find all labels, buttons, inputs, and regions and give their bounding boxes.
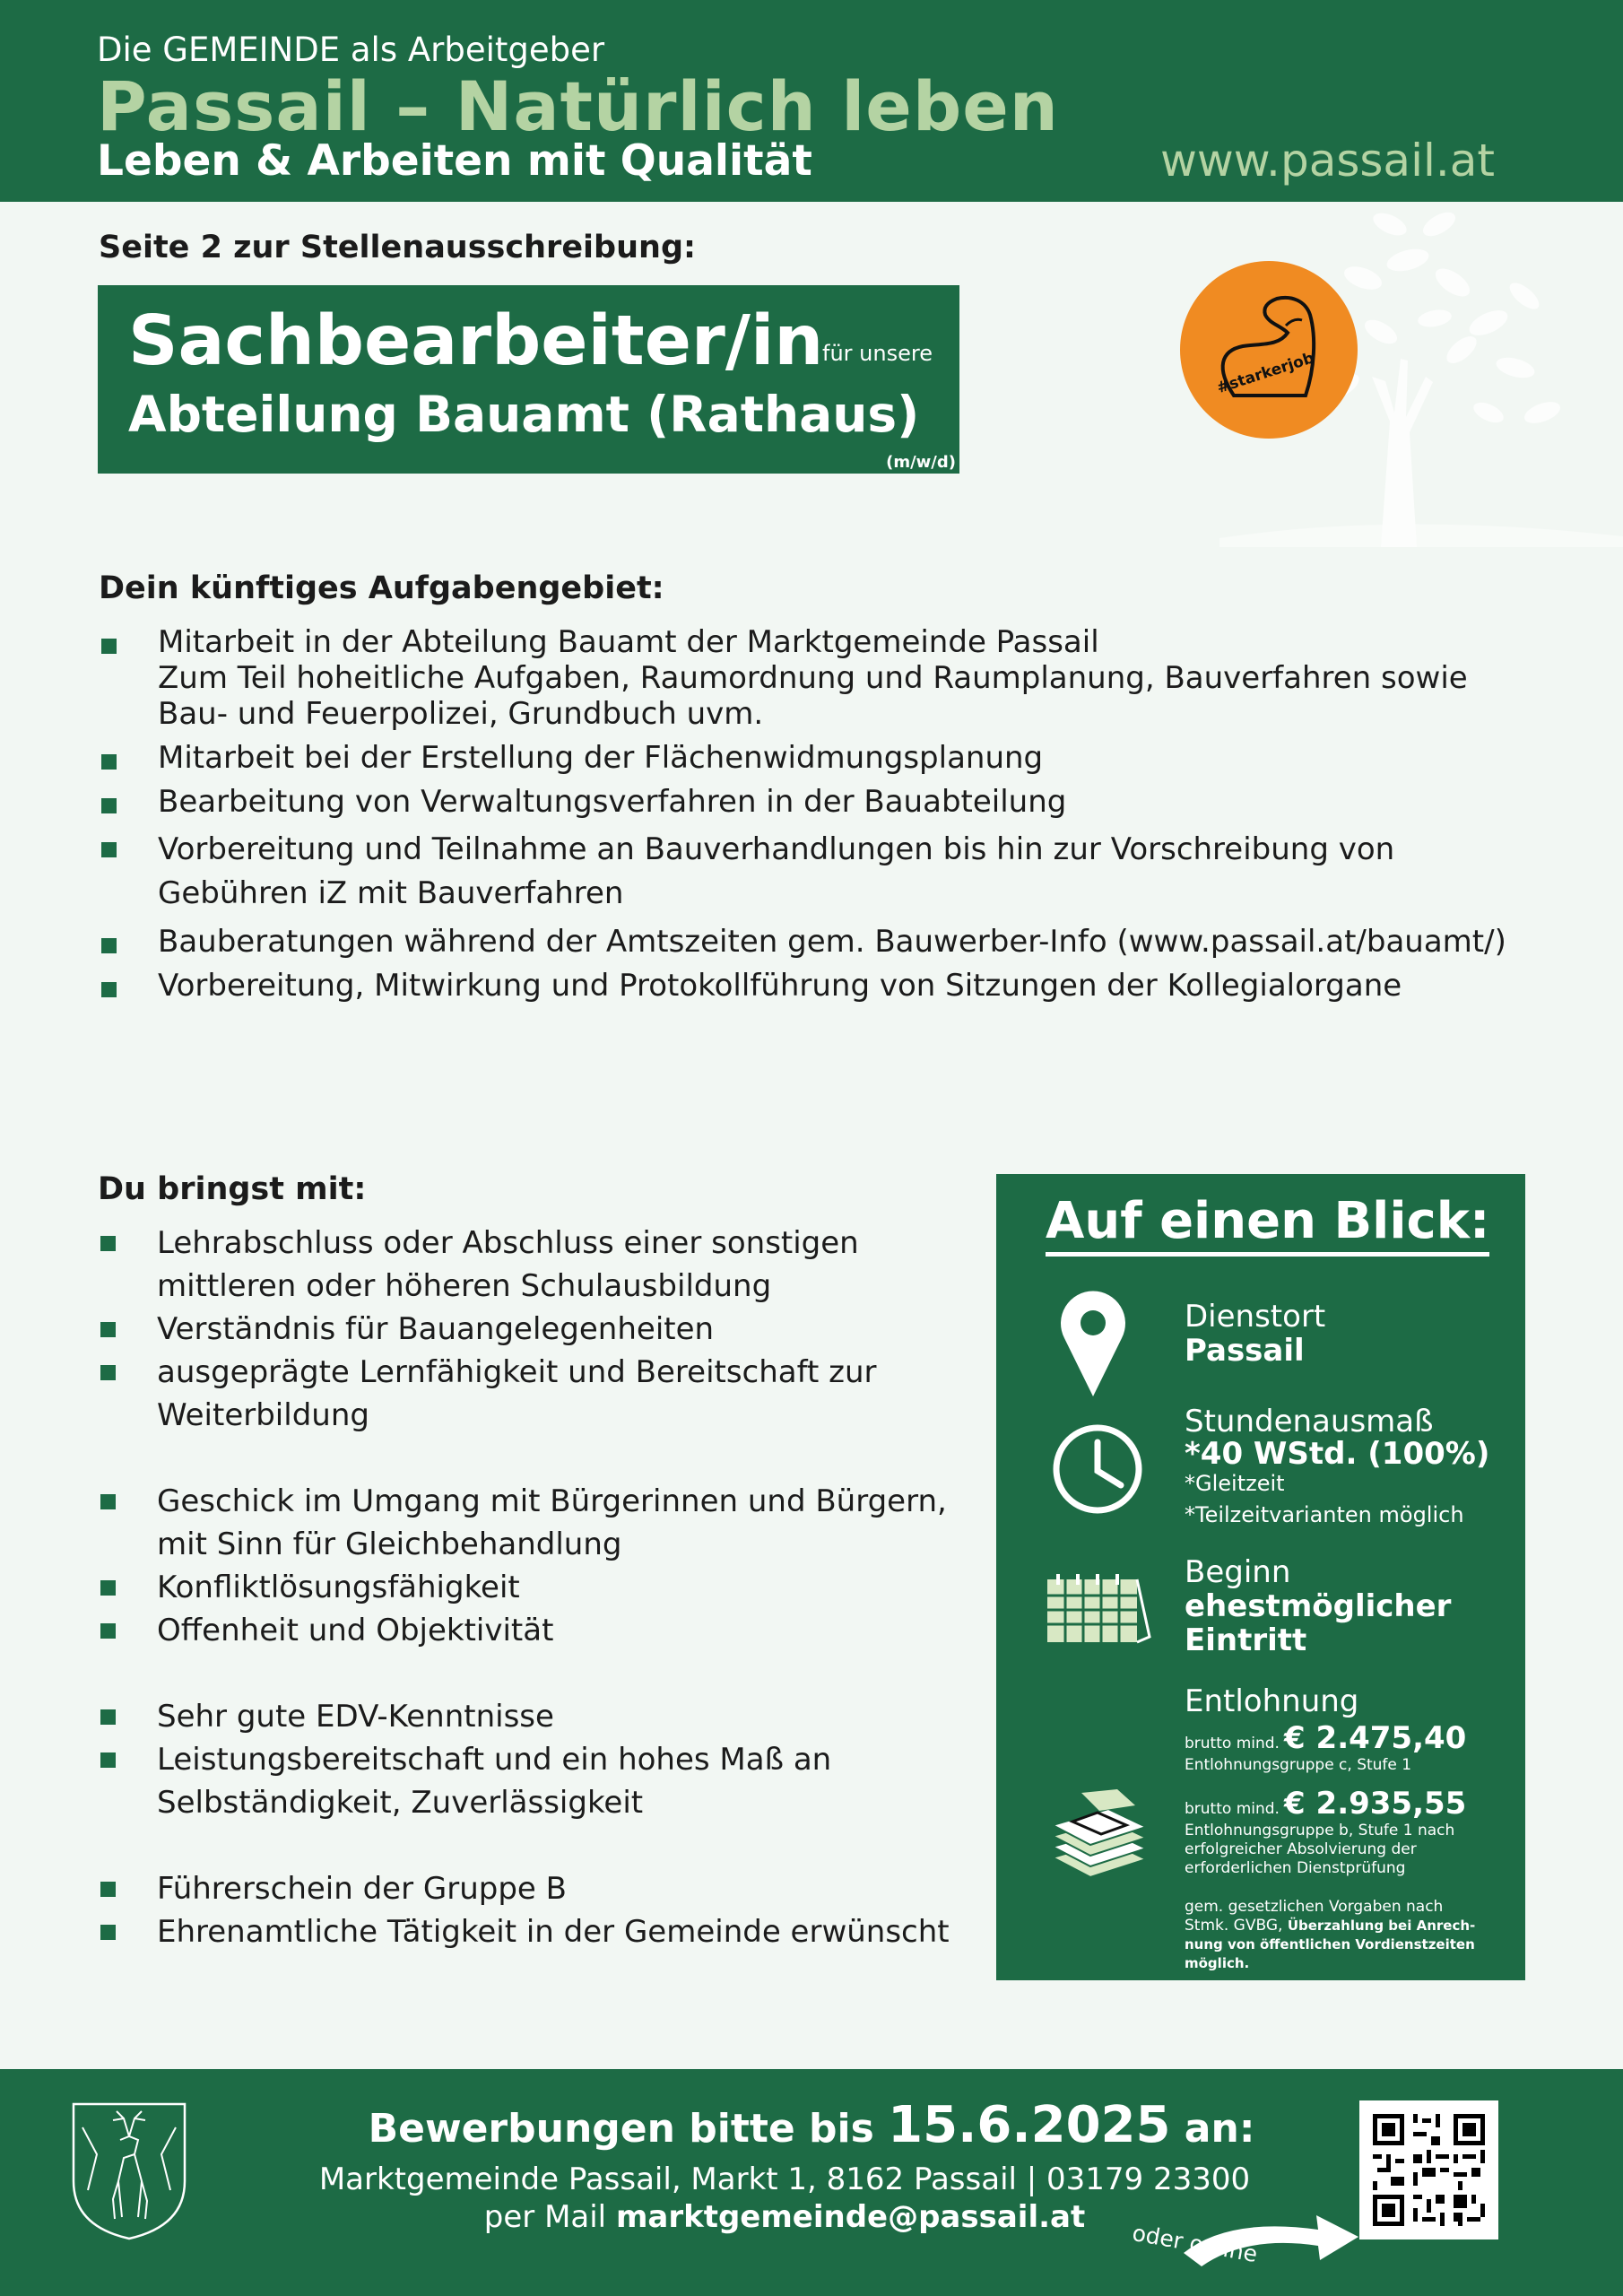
list-item: ausgeprägte Lernfähigkeit und Bereitschaft zur Weiterbildung (98, 1351, 919, 1437)
gender-note: (m/w/d) (886, 453, 956, 472)
pay-info: Entlohnung brutto mind. € 2.475,40 Entlohnungsgruppe c, Stufe 1 brutto mind. € 2.935,55 Entlohnungsgruppe b, Stufe 1 nach erfolgreicher Absolvierung der erforderlichen Dienstprüfung gem. gesetzlichen Vorgaben nach Stmk. GVBG, Überzahlung bei Anrech- nung von öffentlichen Vordienstzeiten möglich. (1185, 1683, 1476, 1971)
location-info: Dienstort Passail (1185, 1299, 1326, 1369)
email-line: per Mail marktgemeinde@passail.at (483, 2199, 1086, 2235)
tasks-heading: Dein künftiges Aufgabengebiet: (99, 570, 664, 606)
website-link[interactable]: www.passail.at (1159, 135, 1495, 187)
email-link[interactable]: marktgemeinde@passail.at (615, 2199, 1086, 2235)
badge-text: #starkerjob (1214, 349, 1317, 398)
list-item: Offenheit und Objektivität (98, 1609, 959, 1652)
list-item: Konfliktlösungsfähigkeit (98, 1566, 959, 1609)
list-item: Verständnis für Bauangelegenheiten (98, 1308, 959, 1351)
online-label: oder online (1130, 2219, 1260, 2268)
list-item: Bearbeitung von Verwaltungsverfahren in der Bauabteilung (99, 784, 1578, 820)
list-item: Lehrabschluss oder Abschluss einer sonstigen mittleren oder höheren Schulausbildung (98, 1222, 874, 1308)
tasks-list (99, 624, 1578, 1012)
list-item: Ehrenamtliche Tätigkeit in der Gemeinde erwünscht (98, 1910, 959, 1953)
salary-amount-c: € 2.475,40 (1284, 1720, 1467, 1756)
job-for-label: für unsere (822, 341, 933, 366)
qr-code-icon (1359, 2100, 1498, 2239)
requirements-list (98, 1222, 959, 1953)
clock-icon (1051, 1422, 1144, 1516)
job-title-box (98, 285, 959, 474)
start-info: Beginn ehestmöglicher Eintritt (1185, 1554, 1452, 1658)
job-title: Sachbearbeiter/in (128, 301, 824, 381)
salary-amount-b: € 2.935,55 (1284, 1786, 1467, 1822)
hours-info: Stundenausmaß *40 WStd. (100%) *Gleitzeit *Teilzeitvarianten möglich (1185, 1404, 1490, 1527)
glance-title: Auf einen Blick: (1046, 1192, 1489, 1257)
page-reference: Seite 2 zur Stellenausschreibung: (99, 230, 696, 265)
list-item: Leistungsbereitschaft und ein hohes Maß an Selbständigkeit, Zuverlässigkeit (98, 1738, 874, 1824)
header-banner (0, 0, 1623, 202)
requirements-heading: Du bringst mit: (98, 1171, 367, 1207)
list-item: Vorbereitung, Mitwirkung und Protokollführung von Sitzungen der Kollegialorgane (99, 968, 1578, 1004)
flexed-arm-icon (1180, 261, 1358, 439)
header-subtitle: Leben & Arbeiten mit Qualität (97, 136, 812, 186)
starkerjob-badge (1180, 261, 1358, 439)
list-item: Mitarbeit bei der Erstellung der Flächenwidmungsplanung (99, 740, 1578, 776)
list-item: Mitarbeit in der Abteilung Bauamt der Marktgemeinde Passail Zum Teil hoheitliche Aufgaben, Raumordnung und Raumplanung, Bauverfahren sowie Bau- und Feuerpolizei, Grundbuch uvm. (99, 624, 1578, 732)
header-title: Passail – Natürlich leben (97, 66, 1059, 146)
money-stack-icon (1046, 1787, 1151, 1886)
footer-banner (0, 2069, 1623, 2296)
list-item: Sehr gute EDV-Kenntnisse (98, 1695, 959, 1738)
header-kicker: Die GEMEINDE als Arbeitgeber (97, 30, 605, 69)
list-item: Vorbereitung und Teilnahme an Bauverhandlungen bis hin zur Vorschreibung von Gebühren iZ mit Bauverfahren (99, 828, 1458, 916)
at-a-glance-panel (996, 1174, 1525, 1980)
list-item: Bauberatungen während der Amtszeiten gem. Bauwerber-Info (www.passail.at/bauamt/) (99, 924, 1578, 960)
deadline-date: 15.6.2025 (888, 2096, 1171, 2154)
location-pin-icon (1057, 1289, 1129, 1398)
job-department: Abteilung Bauamt (Rathaus) (128, 386, 920, 443)
qr-code[interactable] (1359, 2100, 1498, 2239)
calendar-icon (1046, 1574, 1151, 1646)
list-item: Geschick im Umgang mit Bürgerinnen und Bürgern, mit Sinn für Gleichbehandlung (98, 1480, 964, 1566)
application-deadline: Bewerbungen bitte bis 15.6.2025 an: (368, 2096, 1255, 2154)
postal-address: Marktgemeinde Passail, Markt 1, 8162 Passail | 03179 23300 (318, 2161, 1251, 2197)
list-item: Führerschein der Gruppe B (98, 1867, 959, 1910)
